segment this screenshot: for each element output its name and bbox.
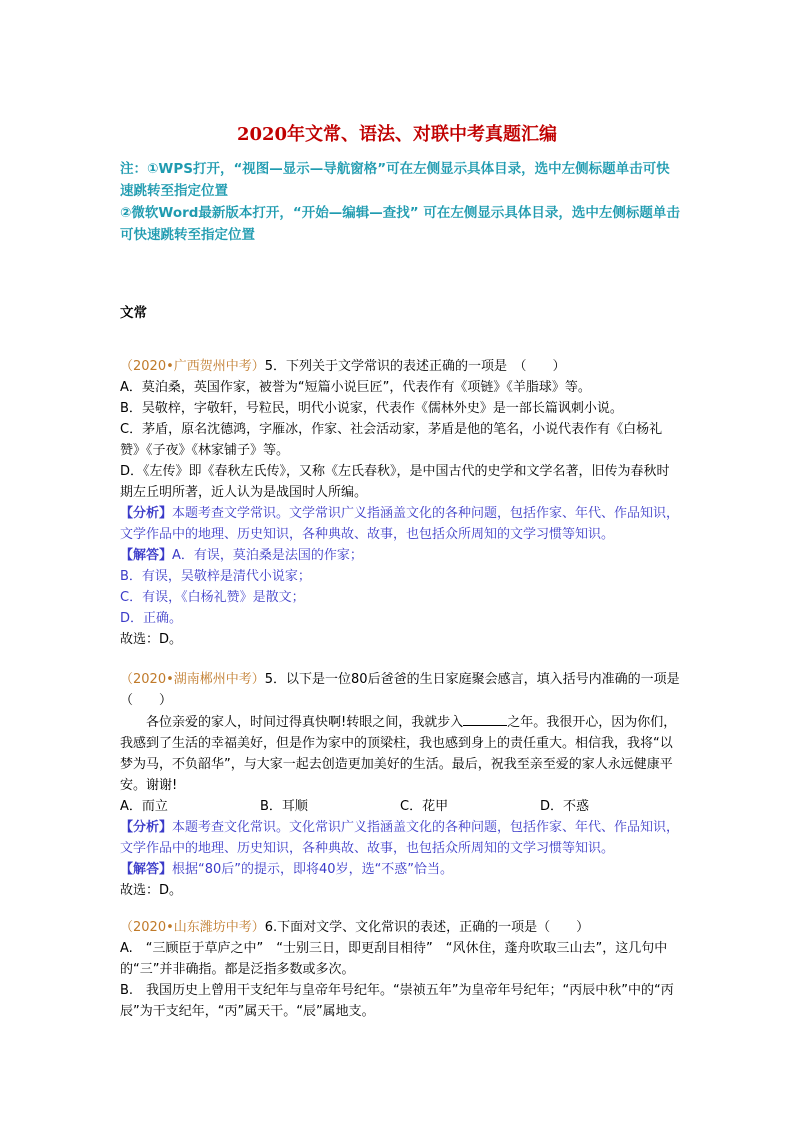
- final-choice: 故选：D。: [120, 883, 183, 898]
- question-1: [120, 356, 680, 650]
- option-c: C．花甲: [400, 799, 449, 814]
- analysis-tag: 【分析】: [120, 506, 173, 521]
- answer: [120, 859, 680, 880]
- analysis-text: 本题考查文化常识。文化常识广义指涵盖文化的各种问题，包括作家、年代、作品知识，文学作品中的地理、历史知识，各种典故、故事，也包括众所周知的文学习惯等知识。: [120, 820, 680, 856]
- option-d: D．《左传》即《春秋左氏传》，又称《左氏春秋》，是中国古代的史学和文学名著，旧传为春秋时期左丘明所著，近人认为是战国时人所编。: [120, 464, 670, 500]
- question-2: [120, 669, 680, 901]
- question-stem: [120, 356, 680, 377]
- answer-line-2: B．有误，吴敬梓是清代小说家；: [120, 569, 311, 584]
- question-3: [120, 917, 680, 1022]
- stem-text: 5．以下是一位80后爸爸的生日家庭聚会感言，填入括号内准确的一项是（ ）: [120, 672, 680, 708]
- answer-line-1: [120, 545, 680, 566]
- passage-before: 各位亲爱的家人，时间过得真快啊!转眼之间，我就步入: [146, 715, 464, 730]
- question-source: （2020•广西贺州中考）: [120, 359, 265, 374]
- final-choice: 故选：D。: [120, 632, 183, 647]
- note-line-2: ②微软Word最新版本打开，“开始—编辑—查找” 可在左侧显示具体目录，选中左侧标题单击可快速跳转至指定位置: [120, 205, 680, 243]
- question-stem: [120, 917, 680, 938]
- answer-tag: 【解答】: [120, 548, 173, 563]
- stem-text: 6.下面对文学、文化常识的表述，正确的一项是（ ）: [264, 920, 590, 935]
- options-row: [120, 796, 680, 817]
- document-title: 2020年文常、语法、对联中考真题汇编: [236, 124, 558, 145]
- answer-tag: 【解答】: [120, 862, 173, 877]
- option-c: C．茅盾，原名沈德鸿，字雁冰，作家、社会活动家，茅盾是他的笔名，小说代表作有《白杨礼赞》《子夜》《林家铺子》等。: [120, 422, 663, 458]
- option-b: B. 我国历史上曾用干支纪年与皇帝年号纪年。“崇祯五年”为皇帝年号纪年；“丙辰中秋”中的“丙辰”为干支纪年，“丙”属天干。“辰”属地支。: [120, 983, 674, 1019]
- passage: [120, 711, 680, 796]
- option-a: A．而立: [120, 799, 168, 814]
- answer-line-4: D．正确。: [120, 611, 183, 626]
- option-b: B．耳顺: [260, 799, 308, 814]
- fill-blank: [463, 711, 507, 726]
- option-d: D．不惑: [540, 799, 590, 814]
- question-stem: [120, 669, 680, 711]
- note-line-1: 注：①WPS打开，“视图—显示—导航窗格”可在左侧显示具体目录，选中左侧标题单击可快速跳转至指定位置: [120, 161, 670, 199]
- passage-after: 之年。我很开心，因为你们，我感到了生活的幸福美好，但是作为家中的顶梁柱，我也感到身上的责任重大。相信我，我将“以梦为马，不负韶华”，与大家一起去创造更加美好的生活。最后，祝我至亲至爱的家人永远健康平安。谢谢!: [120, 715, 677, 793]
- analysis-text: 本题考查文学常识。文学常识广义指涵盖文化的各种问题，包括作家、年代、作品知识，文学作品中的地理、历史知识，各种典故、故事，也包括众所周知的文学习惯等知识。: [120, 506, 680, 542]
- option-a: A. “三顾臣于草庐之中” “士别三日，即更刮目相待” “风休住，蓬舟吹取三山去”，这几句中的“三”并非确指。都是泛指多数或多次。: [120, 941, 668, 977]
- option-a: A．莫泊桑，英国作家，被誉为“短篇小说巨匠”，代表作有《项链》《羊脂球》等。: [120, 380, 591, 395]
- question-source: （2020•湖南郴州中考）: [120, 672, 265, 687]
- stem-text: 5．下列关于文学常识的表述正确的一项是 （ ）: [264, 359, 566, 374]
- answer-text: 根据“80后”的提示，即将40岁，选“不惑”恰当。: [172, 862, 454, 877]
- analysis: [120, 503, 680, 545]
- answer-text: A．有误，莫泊桑是法国的作家；: [172, 548, 363, 563]
- question-source: （2020•山东潍坊中考）: [120, 920, 265, 935]
- usage-note: [120, 158, 680, 246]
- section-heading: 文常: [120, 305, 147, 321]
- analysis-tag: 【分析】: [120, 820, 173, 835]
- answer-line-3: C．有误，《白杨礼赞》是散文；: [120, 590, 305, 605]
- option-b: B．吴敬梓，字敬轩，号粒民，明代小说家，代表作《儒林外史》是一部长篇讽刺小说。: [120, 401, 623, 416]
- analysis: [120, 817, 680, 859]
